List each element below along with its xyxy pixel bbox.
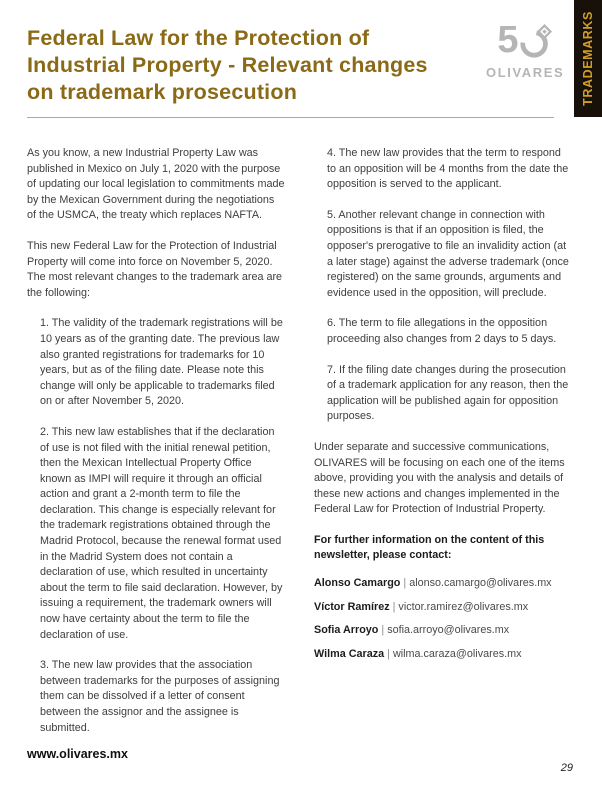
list-item-2: 2. This new law establishes that if the declaration of use is not filed with the initial renewal petition, then the Mexican Intellectual Property Office known as IMPI will require it through an official action and grant a 2-month term to file the declaration. This change is especially relevant for the trademark registrations obtained through the Madrid Protocol, because the renewal format used in the Madrid System does not contain a declaration of use, which resulted in uncertainty about the term to file said declaration. However, by issuing a requirement, the trademark owners will now have certainty about the term to file the declaration of use.: [40, 425, 283, 641]
right-column: [314, 146, 572, 751]
page-title-line-3: on trademark prosecution: [27, 80, 298, 104]
contact-email-link[interactable]: alonso.camargo@olivares.mx: [409, 577, 552, 590]
olivares-wordmark: OLIVARES: [486, 65, 565, 80]
logo-number-5: 5: [497, 19, 518, 61]
contact-heading: For further information on the content of this newsletter, please contact:: [314, 533, 545, 562]
page-title-line-1: Federal Law for the Protection of: [27, 26, 370, 50]
list-item-7: 7. If the filing date changes during the prosecution of a trademark application for any reason, then the application will be published again for opposition purposes.: [327, 363, 569, 423]
contact-email-link[interactable]: sofia.arroyo@olivares.mx: [387, 624, 510, 637]
olivares-logo: [486, 19, 565, 80]
list-item-6: 6. The term to file allegations in the opposition proceeding also changes from 2 days to 5 days.: [327, 317, 557, 345]
contact-separator: |: [387, 647, 390, 660]
paragraph-intro: As you know, a new Industrial Property Law was published in Mexico on July 1, 2020 with the purpose of updating our local legislation to commitments made by the Mexican Government during the negotiations of the USMCA, the treaty which replaces NAFTA.: [27, 147, 285, 222]
olivares-50-mark: [486, 19, 564, 62]
contact-separator: |: [381, 624, 385, 637]
page-title: [27, 25, 487, 106]
page-title-line-2: Industrial Property - Relevant changes: [27, 53, 428, 77]
article-body: [27, 146, 572, 751]
contact-row: [314, 576, 572, 592]
contact-row: [314, 647, 572, 663]
left-column: [27, 146, 285, 751]
trademarks-tab-label: TRADEMARKS: [581, 11, 595, 106]
list-item-1: 1. The validity of the trademark registrations will be 10 years as of the granting date. The previous law also granted registrations for trademarks for 10 years, but as of the filing date. Please note this change will only be applicable to trademarks filed on or after November 5, 2020.: [40, 317, 283, 408]
contact-name: Víctor Ramírez: [314, 600, 390, 613]
contact-row: [314, 600, 572, 616]
page-number: 29: [560, 762, 573, 774]
contact-separator: |: [392, 600, 396, 613]
paragraph-closing: Under separate and successive communications, OLIVARES will be focusing on each one of the items above, providing you with the analysis and details of these new actions and changes implemented in the Federal Law for Protection of Industrial Property.: [314, 440, 565, 516]
contact-name: Wilma Caraza: [314, 647, 385, 660]
website-link[interactable]: www.olivares.mx: [27, 747, 128, 761]
header-divider: [27, 117, 554, 118]
contact-email-link[interactable]: victor.ramirez@olivares.mx: [398, 600, 529, 613]
contact-name: Sofia Arroyo: [314, 624, 379, 637]
list-item-4: 4. The new law provides that the term to respond to an opposition will be 4 months from the date the opposition is served to the applicant.: [327, 147, 569, 191]
contact-name: Alonso Camargo: [314, 577, 401, 590]
contact-row: [314, 623, 572, 639]
contact-separator: |: [403, 577, 407, 590]
trademarks-section-tab: [574, 0, 602, 117]
list-item-5: 5. Another relevant change in connection with oppositions is that if an opposition is filed, the opposer's prerogative to file an invalidity action (at a later stage) against the adverse trademark (once registered) on the same grounds, arguments and evidence used in the opposition, will preclude.: [327, 208, 569, 299]
contact-email-link[interactable]: wilma.caraza@olivares.mx: [392, 647, 522, 660]
list-item-3: 3. The new law provides that the association between trademarks for the purposes of assigning them can be dissolved if a letter of consent between the assignor and the assignee is submitted.: [40, 659, 280, 734]
paragraph-law-intro: This new Federal Law for the Protection of Industrial Property will come into force on November 5, 2020. The most relevant changes to the trademark area are the following:: [27, 239, 283, 299]
olivares-50-emblem-icon: [519, 23, 553, 66]
